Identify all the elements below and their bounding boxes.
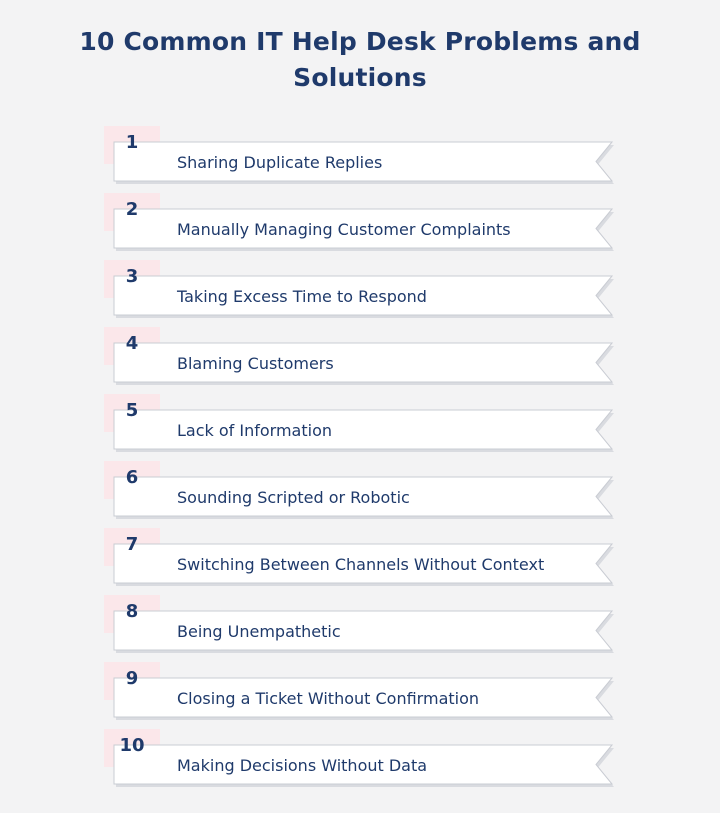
item-number: 1 [125, 132, 139, 153]
list-item [104, 394, 624, 456]
item-label: Switching Between Channels Without Context [177, 555, 545, 574]
item-label: Taking Excess Time to Respond [177, 287, 427, 306]
list-item [104, 662, 624, 724]
ribbon-banner [114, 209, 614, 251]
ribbon-banner [114, 343, 614, 385]
item-label: Making Decisions Without Data [177, 756, 428, 775]
item-number: 8 [125, 601, 139, 622]
item-number: 10 [119, 735, 145, 756]
ribbon-banner [114, 745, 614, 787]
list-item [104, 528, 624, 590]
item-number: 5 [125, 400, 139, 421]
list-item [104, 595, 624, 657]
item-label: Blaming Customers [177, 354, 334, 373]
page-title-line-2: Solutions [293, 63, 427, 92]
item-number: 9 [125, 668, 139, 689]
ribbon-banner [114, 276, 614, 318]
ribbon-banner [114, 611, 614, 653]
item-label: Sharing Duplicate Replies [177, 153, 383, 172]
item-label: Sounding Scripted or Robotic [177, 488, 410, 507]
list-item [104, 729, 624, 791]
ribbon-banner [114, 142, 614, 184]
item-label: Manually Managing Customer Complaints [177, 220, 511, 239]
page-title-line-1: 10 Common IT Help Desk Problems and [79, 27, 641, 56]
list-item [104, 193, 624, 255]
item-number: 3 [125, 266, 139, 287]
list-item [104, 260, 624, 322]
list-item [104, 461, 624, 523]
ribbon-banner [114, 477, 614, 519]
ribbon-banner [114, 678, 614, 720]
item-number: 7 [125, 534, 139, 555]
list-item [104, 327, 624, 389]
ribbon-banner [114, 544, 614, 586]
item-number: 2 [125, 199, 139, 220]
list-item [104, 126, 624, 188]
item-label: Lack of Information [177, 421, 332, 440]
ribbon-banner [114, 410, 614, 452]
item-label: Being Unempathetic [177, 622, 341, 641]
item-number: 6 [125, 467, 139, 488]
item-label: Closing a Ticket Without Confirmation [177, 689, 480, 708]
item-number: 4 [125, 333, 139, 354]
